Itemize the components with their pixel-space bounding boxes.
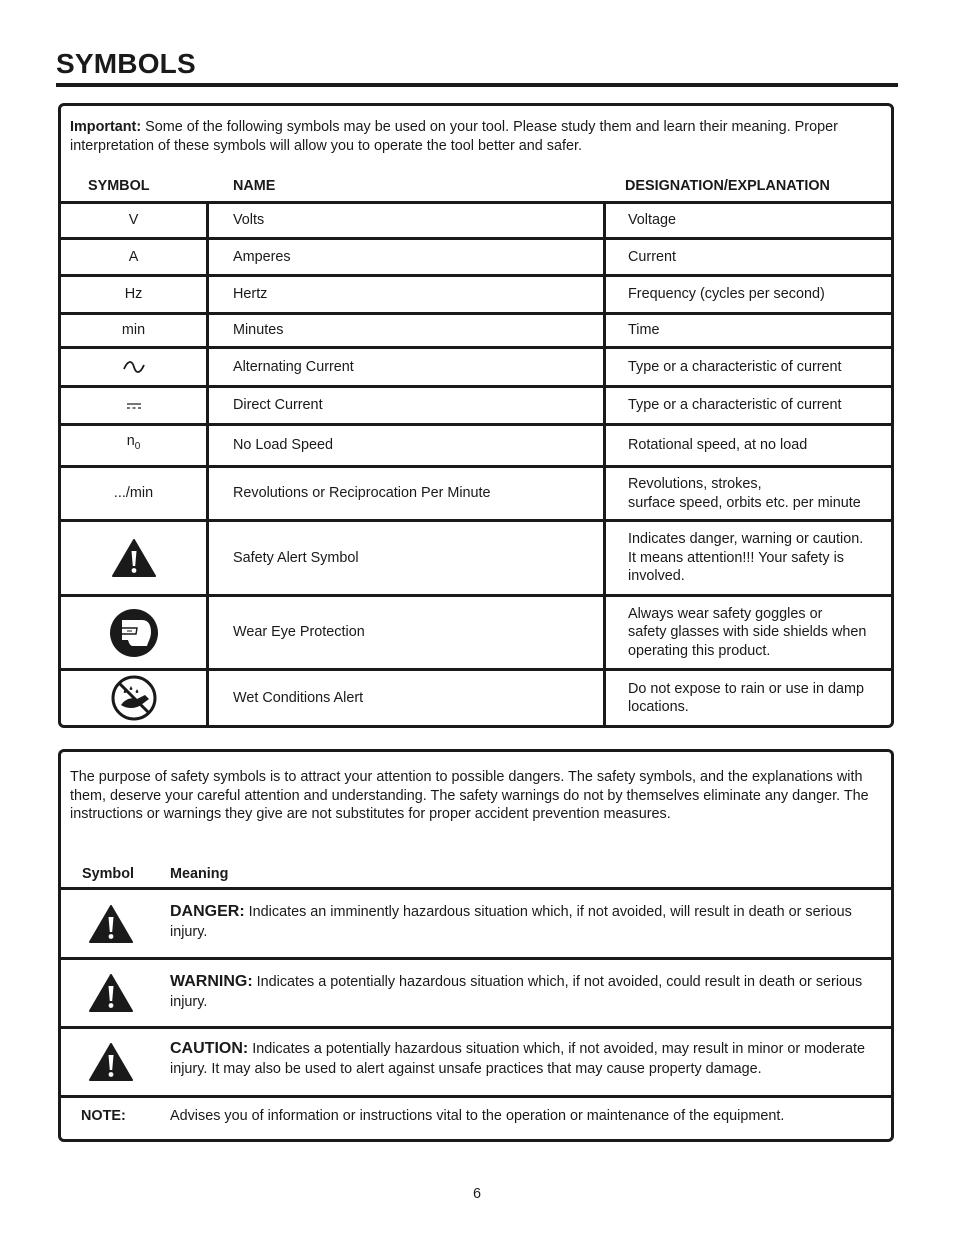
desc-cell: [603, 468, 891, 519]
symbol-cell: min: [61, 315, 209, 346]
desc-line: Always wear safety goggles or: [628, 605, 823, 622]
symbols-box: [58, 103, 894, 728]
safety-intro: The purpose of safety symbols is to attract your attention to possible dangers. The safety symbols, and the explanations with them, deserve your careful attention and understanding. The safety warnings do not by themselves eliminate any danger. The instructions or warnings they give are not substitutes for proper accident prevention measures.: [70, 769, 869, 822]
wet-conditions-icon: [111, 675, 157, 721]
title-rule: [56, 83, 898, 87]
desc-cell: [603, 671, 891, 725]
desc-line: Rotational speed, at no load: [628, 437, 808, 454]
name-cell: Alternating Current: [233, 358, 354, 375]
desc-line: surface speed, orbits etc. per minute: [628, 494, 861, 511]
table-row: [61, 594, 891, 668]
desc-line: Voltage: [628, 212, 677, 229]
name-cell: Wear Eye Protection: [233, 624, 365, 641]
safety-row-warning: [61, 957, 891, 1026]
safety-alert-icon: [112, 539, 156, 577]
desc-cell: [603, 240, 891, 274]
direct-current-icon: [126, 402, 142, 410]
symbol-cell: A: [61, 240, 209, 274]
desc-line: Type or a characteristic of current: [628, 358, 842, 375]
important-label: Important:: [70, 119, 142, 135]
desc-line: Current: [628, 248, 676, 265]
table-row: [61, 312, 891, 346]
desc-cell: [603, 597, 891, 668]
header-symbol: SYMBOL: [88, 178, 150, 194]
name-cell: Minutes: [233, 322, 284, 339]
symbol-cell: [61, 597, 209, 668]
table-row: [61, 237, 891, 274]
name-cell: Wet Conditions Alert: [233, 689, 364, 706]
header-meaning: Meaning: [170, 866, 229, 882]
symbol-text: n: [126, 433, 135, 450]
table-row: [61, 274, 891, 312]
header-name: NAME: [233, 178, 276, 194]
table-row: [61, 201, 891, 237]
danger-text: Indicates an imminently hazardous situation which, if not avoided, will result in death or serious injury.: [170, 904, 852, 940]
desc-line: Time: [628, 322, 660, 339]
name-cell: Revolutions or Reciprocation Per Minute: [233, 485, 491, 502]
warning-label: WARNING:: [170, 973, 253, 990]
page-number: 6: [472, 1186, 481, 1202]
table-row: [61, 668, 891, 725]
name-cell: Direct Current: [233, 397, 323, 414]
name-cell: Hertz: [233, 286, 268, 303]
desc-line: It means attention!!! Your safety is: [628, 549, 844, 566]
symbol-cell: .../min: [61, 468, 209, 519]
safety-symbols-box: [58, 749, 894, 1142]
safety-row-note: [61, 1095, 891, 1139]
desc-line: Do not expose to rain or use in damp: [628, 680, 864, 697]
warning-alert-icon: [89, 974, 133, 1012]
symbol-cell: [61, 388, 209, 423]
note-text: Advises you of information or instructions vital to the operation or maintenance of the equipment.: [170, 1108, 785, 1124]
symbol-cell: V: [61, 204, 209, 237]
symbol-subscript: 0: [134, 441, 141, 453]
desc-cell: [603, 315, 891, 346]
caution-text: Indicates a potentially hazardous situation which, if not avoided, may result in minor or moderate injury. It may also be used to alert against unsafe practices that may cause property damage.: [170, 1041, 865, 1077]
table-row: [61, 385, 891, 423]
symbol-cell: [61, 522, 209, 594]
desc-line: involved.: [628, 568, 685, 585]
desc-line: Revolutions, strokes,: [628, 476, 762, 492]
desc-line: Type or a characteristic of current: [628, 397, 842, 414]
desc-line: Indicates danger, warning or caution.: [628, 531, 864, 548]
page-title: SYMBOLS: [56, 48, 196, 79]
name-cell: No Load Speed: [233, 437, 334, 454]
name-cell: Volts: [233, 212, 265, 229]
table-row: [61, 465, 891, 519]
table-row: [61, 519, 891, 594]
desc-cell: [603, 426, 891, 465]
caution-label: CAUTION:: [170, 1040, 249, 1057]
desc-cell: [603, 349, 891, 385]
header-designation: DESIGNATION/EXPLANATION: [625, 178, 830, 194]
danger-alert-icon: [89, 905, 133, 943]
safety-row-danger: [61, 887, 891, 957]
safety-row-caution: [61, 1026, 891, 1095]
symbol-cell: [61, 349, 209, 385]
alternating-current-icon: [123, 360, 145, 374]
eye-protection-icon: [109, 608, 159, 658]
desc-line: safety glasses with side shields when: [628, 624, 867, 641]
warning-text: Indicates a potentially hazardous situation which, if not avoided, could result in death or serious injury.: [170, 974, 863, 1010]
desc-cell: [603, 388, 891, 423]
symbol-cell: Hz: [61, 277, 209, 312]
desc-cell: [603, 277, 891, 312]
symbol-cell: [61, 426, 209, 465]
important-note: [70, 118, 885, 155]
important-text: Some of the following symbols may be used on your tool. Please study them and learn their meaning. Proper interpretation of these symbols will allow you to operate the tool better and safer.: [70, 119, 838, 154]
caution-alert-icon: [89, 1043, 133, 1081]
table-row: [61, 423, 891, 465]
header-symbol-2: Symbol: [82, 866, 134, 882]
desc-cell: [603, 204, 891, 237]
desc-line: Frequency (cycles per second): [628, 286, 825, 303]
name-cell: Safety Alert Symbol: [233, 549, 359, 566]
symbol-cell: [61, 671, 209, 725]
danger-label: DANGER:: [170, 903, 245, 920]
desc-line: locations.: [628, 699, 689, 715]
table-row: [61, 346, 891, 385]
name-cell: Amperes: [233, 248, 291, 265]
desc-cell: [603, 522, 891, 594]
desc-line: operating this product.: [628, 642, 771, 659]
note-label: NOTE:: [81, 1108, 126, 1124]
